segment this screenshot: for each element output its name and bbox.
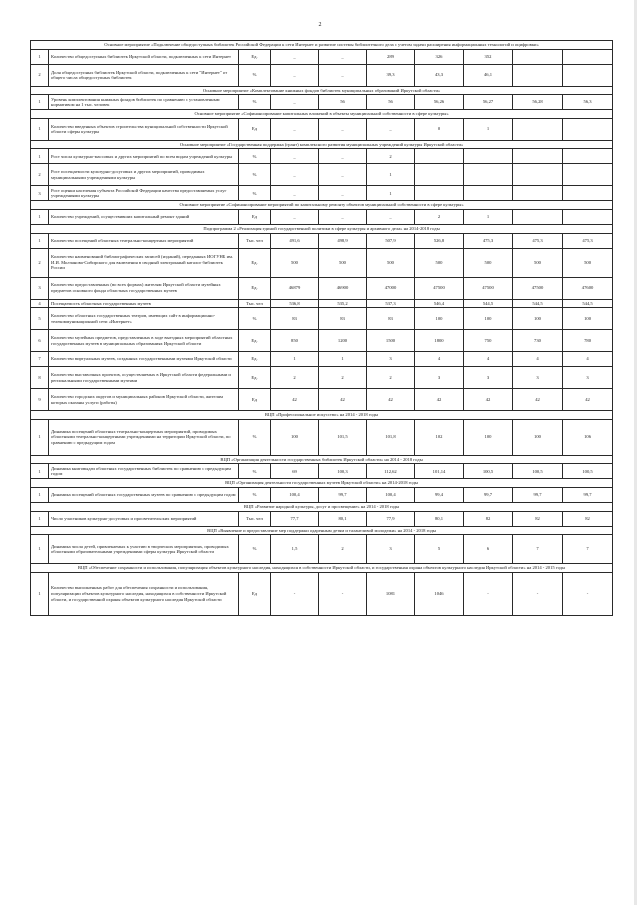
- value-cell: 100: [271, 419, 319, 455]
- row-number: 1: [31, 49, 49, 64]
- unit-cell: Ед.: [239, 248, 271, 277]
- value-cell: _: [319, 209, 367, 224]
- value-cell: 100,3: [319, 464, 367, 479]
- value-cell: 500: [464, 248, 513, 277]
- table-row: [31, 464, 613, 479]
- value-cell: 100: [513, 419, 563, 455]
- indicator-name: Рост числа культурно-массовых и других мероприятий по всем видам учреждений культуры: [49, 149, 239, 164]
- value-cell: 750: [464, 330, 513, 352]
- value-cell: 3: [415, 367, 464, 389]
- value-cell: [513, 64, 563, 86]
- unit-cell: %: [239, 164, 271, 186]
- value-cell: 83: [367, 308, 415, 330]
- value-cell: [563, 49, 613, 64]
- value-cell: 1500: [367, 330, 415, 352]
- indicators-table-body: [31, 41, 613, 616]
- row-number: 1: [31, 572, 49, 615]
- value-cell: 100,5: [563, 464, 613, 479]
- section-header: [31, 201, 613, 210]
- unit-cell: %: [239, 186, 271, 201]
- value-cell: 101,5: [319, 419, 367, 455]
- value-cell: [513, 149, 563, 164]
- row-number: 2: [31, 248, 49, 277]
- value-cell: 46900: [319, 277, 367, 299]
- value-cell: _: [319, 186, 367, 201]
- section-header: [31, 411, 613, 420]
- section-title: ВЦП «Профессиональное искусство» на 2014 - 2018 годы: [31, 411, 613, 420]
- section-header: [31, 479, 613, 488]
- value-cell: 100: [563, 308, 613, 330]
- scan-edge: [634, 0, 637, 905]
- indicator-name: Посещаемость областных государственных музеев: [49, 299, 239, 308]
- row-number: 3: [31, 277, 49, 299]
- unit-cell: %: [239, 419, 271, 455]
- section-title: Основное мероприятие «Государственная поддержка (грант) комплексного развития муниципальных учреждений культуры Иркутской области»: [31, 140, 613, 149]
- value-cell: 475,3: [563, 233, 613, 248]
- section-header: [31, 140, 613, 149]
- indicator-name: Динамика посещений областных театрально-концертных мероприятий, проводимых областными театрально-концертными учреждениями на территории Иркутской области, по сравнению с предыдущим годом: [49, 419, 239, 455]
- value-cell: 42: [563, 389, 613, 411]
- value-cell: 500: [271, 248, 319, 277]
- value-cell: 500: [319, 248, 367, 277]
- table-row: [31, 352, 613, 367]
- unit-cell: Тыс. чел: [239, 299, 271, 308]
- value-cell: 56: [367, 95, 415, 110]
- indicator-name: Количество областных государственных театров, имеющих сайт в информационно-телекоммуникационной сети «Интернет»: [49, 308, 239, 330]
- value-cell: 2: [367, 367, 415, 389]
- value-cell: [513, 186, 563, 201]
- value-cell: 1046: [415, 572, 464, 615]
- value-cell: 2: [271, 367, 319, 389]
- unit-cell: %: [239, 64, 271, 86]
- value-cell: 46,1: [464, 64, 513, 86]
- value-cell: _: [271, 209, 319, 224]
- value-cell: [513, 209, 563, 224]
- indicator-name: Число участников культурно-досуговых и просветительских мероприятий: [49, 511, 239, 526]
- value-cell: 500: [563, 248, 613, 277]
- value-cell: [415, 186, 464, 201]
- value-cell: 102: [415, 419, 464, 455]
- value-cell: _: [271, 186, 319, 201]
- table-row: [31, 572, 613, 615]
- value-cell: 7: [563, 535, 613, 564]
- value-cell: 1: [367, 164, 415, 186]
- value-cell: [563, 209, 613, 224]
- indicator-name: Количество выполненных работ для обеспечения сохранности и использования, популяризации объектов культурного наследия, находящихся в собственности Иркутской области, и государственной охраны объектов культурного наследия Иркутской области: [49, 572, 239, 615]
- value-cell: 46879: [271, 277, 319, 299]
- value-cell: 4: [513, 352, 563, 367]
- value-cell: 537,3: [367, 299, 415, 308]
- value-cell: 507,9: [367, 233, 415, 248]
- unit-cell: Тыс. чел: [239, 233, 271, 248]
- value-cell: 544,5: [464, 299, 513, 308]
- unit-cell: Ед.: [239, 330, 271, 352]
- value-cell: 500: [415, 248, 464, 277]
- value-cell: 536,8: [271, 299, 319, 308]
- value-cell: 730: [513, 330, 563, 352]
- section-title: Подпрограмма 2 «Реализация единой государственной политики в сфере культуры и архивного дела» на 2014-2018 годы: [31, 224, 613, 233]
- value-cell: _: [319, 49, 367, 64]
- value-cell: 526,8: [415, 233, 464, 248]
- value-cell: 99,7: [464, 487, 513, 502]
- value-cell: 1: [319, 352, 367, 367]
- value-cell: 4: [563, 352, 613, 367]
- section-title: ВЦП «Организация деятельности государственных библиотек Иркутской области» на 2014 - 2018 годы: [31, 455, 613, 464]
- value-cell: _: [271, 64, 319, 86]
- table-row: [31, 277, 613, 299]
- table-row: [31, 511, 613, 526]
- section-header: [31, 502, 613, 511]
- indicator-name: Количество введенных объектов строительства муниципальной собственности Иркутской области сферы культуры: [49, 118, 239, 140]
- value-cell: 47500: [415, 277, 464, 299]
- value-cell: 780: [563, 330, 613, 352]
- value-cell: 3: [367, 535, 415, 564]
- value-cell: [415, 164, 464, 186]
- value-cell: [563, 164, 613, 186]
- value-cell: -: [271, 572, 319, 615]
- unit-cell: Ед: [239, 572, 271, 615]
- section-header: [31, 526, 613, 535]
- value-cell: 500: [367, 248, 415, 277]
- section-title: ВЦП «Развитие народной культуры, досуг и просвещение» на 2014 - 2018 годы: [31, 502, 613, 511]
- section-header: [31, 41, 613, 50]
- value-cell: 1,5: [271, 535, 319, 564]
- unit-cell: Ед: [239, 118, 271, 140]
- unit-cell: %: [239, 149, 271, 164]
- value-cell: _: [271, 118, 319, 140]
- value-cell: 47000: [367, 277, 415, 299]
- value-cell: 475,3: [464, 233, 513, 248]
- value-cell: 47600: [563, 277, 613, 299]
- value-cell: 5: [415, 535, 464, 564]
- value-cell: 1200: [319, 330, 367, 352]
- row-number: 3: [31, 186, 49, 201]
- value-cell: _: [271, 49, 319, 64]
- value-cell: 0: [415, 118, 464, 140]
- value-cell: 535,2: [319, 299, 367, 308]
- value-cell: 544,5: [513, 299, 563, 308]
- table-row: [31, 186, 613, 201]
- value-cell: -: [464, 572, 513, 615]
- value-cell: 83: [319, 308, 367, 330]
- value-cell: 1800: [415, 330, 464, 352]
- table-row: [31, 419, 613, 455]
- value-cell: 4: [464, 352, 513, 367]
- value-cell: _: [367, 118, 415, 140]
- value-cell: 39,3: [367, 64, 415, 86]
- row-number: 1: [31, 118, 49, 140]
- indicator-name: Количество наименований библиографических записей (изданий), переданных ИОГУНБ им. И.И. Молчанова-Сибирского для включения в сводный электронный каталог библиотек России: [49, 248, 239, 277]
- value-cell: 1: [464, 209, 513, 224]
- table-row: [31, 164, 613, 186]
- indicator-name: Количество общедоступных библиотек Иркутской области, подключенных к сети Интернет: [49, 49, 239, 64]
- value-cell: 1: [271, 352, 319, 367]
- indicators-table-wrapper: [30, 40, 612, 616]
- row-number: 2: [31, 164, 49, 186]
- indicators-table: [30, 40, 613, 616]
- value-cell: [513, 49, 563, 64]
- row-number: 9: [31, 389, 49, 411]
- value-cell: 2: [319, 535, 367, 564]
- value-cell: 1081: [367, 572, 415, 615]
- table-row: [31, 248, 613, 277]
- value-cell: [513, 118, 563, 140]
- unit-cell: Тыс. чел: [239, 511, 271, 526]
- indicator-name: Рост оценки населения субъекта Российской Федерации качества предоставляемых услуг учреждениями культуры: [49, 186, 239, 201]
- indicator-name: Динамика книговыдач областных государственных библиотек по сравнению с предыдущим годом: [49, 464, 239, 479]
- value-cell: 100: [415, 308, 464, 330]
- value-cell: 99,7: [319, 487, 367, 502]
- row-number: 1: [31, 464, 49, 479]
- value-cell: [415, 149, 464, 164]
- value-cell: 3: [367, 352, 415, 367]
- row-number: 2: [31, 64, 49, 86]
- value-cell: 42: [319, 389, 367, 411]
- unit-cell: %: [239, 487, 271, 502]
- section-title: ВЦП «Выявление и предоставление мер поддержки одаренным детям и талантливой молодежи» на 2014 - 2018 годы: [31, 526, 613, 535]
- unit-cell: Ед.: [239, 367, 271, 389]
- section-header: [31, 110, 613, 119]
- table-row: [31, 330, 613, 352]
- value-cell: 82: [513, 511, 563, 526]
- table-row: [31, 118, 613, 140]
- value-cell: 2: [367, 149, 415, 164]
- value-cell: 42: [464, 389, 513, 411]
- value-cell: 101,8: [367, 419, 415, 455]
- indicator-name: Динамика посещений областных государственных музеев по сравнению с предыдущим годом: [49, 487, 239, 502]
- indicator-name: Количество предоставленных (во всех формах) жителям Иркутской области музейных предметов основного фонда областных государственных музеев: [49, 277, 239, 299]
- unit-cell: Ед.: [239, 352, 271, 367]
- value-cell: 42: [367, 389, 415, 411]
- table-row: [31, 95, 613, 110]
- indicator-name: Количество посещений областных театрально-концертных мероприятий: [49, 233, 239, 248]
- row-number: 1: [31, 95, 49, 110]
- value-cell: _: [319, 64, 367, 86]
- indicator-name: Динамика числа детей, привлекаемых к участию в творческих мероприятиях, проводимых областными образовательными учреждениями сферы культуры Иркутской области: [49, 535, 239, 564]
- value-cell: 99,7: [513, 487, 563, 502]
- value-cell: 77,9: [367, 511, 415, 526]
- indicator-name: Количество выставочных проектов, осуществляемых в Иркутской области федеральными и региональными государственными музеями: [49, 367, 239, 389]
- indicator-name: Количество учреждений, осуществивших капитальный ремонт зданий: [49, 209, 239, 224]
- value-cell: _: [319, 149, 367, 164]
- value-cell: 99,7: [563, 487, 613, 502]
- table-row: [31, 535, 613, 564]
- unit-cell: %: [239, 95, 271, 110]
- value-cell: 83: [271, 308, 319, 330]
- table-row: [31, 64, 613, 86]
- value-cell: 352: [464, 49, 513, 64]
- unit-cell: Ед: [239, 209, 271, 224]
- value-cell: -: [513, 572, 563, 615]
- section-title: ВЦП «Обеспечение сохранности и использования, популяризация объектов культурного наследия, находящихся в собственности Иркутской области, и государственная охрана объектов культурного наследия Иркутской области» на 2014 - 2015 годы: [31, 564, 613, 573]
- row-number: 1: [31, 419, 49, 455]
- value-cell: 100,4: [271, 487, 319, 502]
- value-cell: 100: [464, 308, 513, 330]
- section-title: Основное мероприятие «Софинансирование капитальных вложений в объекты муниципальной собственности в сфере культуры»: [31, 110, 613, 119]
- row-number: 1: [31, 535, 49, 564]
- table-row: [31, 367, 613, 389]
- value-cell: [513, 164, 563, 186]
- row-number: 1: [31, 149, 49, 164]
- value-cell: 112,62: [367, 464, 415, 479]
- value-cell: [563, 118, 613, 140]
- row-number: 5: [31, 308, 49, 330]
- row-number: 4: [31, 299, 49, 308]
- row-number: 1: [31, 511, 49, 526]
- value-cell: 106: [563, 419, 613, 455]
- value-cell: 69: [271, 464, 319, 479]
- row-number: 1: [31, 487, 49, 502]
- value-cell: 289: [367, 49, 415, 64]
- table-row: [31, 209, 613, 224]
- value-cell: 475,3: [513, 233, 563, 248]
- value-cell: [563, 149, 613, 164]
- value-cell: 100: [464, 419, 513, 455]
- unit-cell: Ед.: [239, 277, 271, 299]
- section-title: ВЦП «Организация деятельности государственных музеев Иркутской области» на 2014-2018 годы: [31, 479, 613, 488]
- section-header: [31, 224, 613, 233]
- section-title: Основное мероприятие «Комплектование книжных фондов библиотек муниципальных образований Иркутской области»: [31, 86, 613, 95]
- table-row: [31, 49, 613, 64]
- value-cell: -: [563, 572, 613, 615]
- page-number: 2: [318, 22, 322, 28]
- value-cell: 56,27: [464, 95, 513, 110]
- value-cell: [563, 64, 613, 86]
- value-cell: 42: [415, 389, 464, 411]
- row-number: 1: [31, 233, 49, 248]
- table-row: [31, 487, 613, 502]
- section-header: [31, 86, 613, 95]
- value-cell: _: [271, 149, 319, 164]
- unit-cell: Ед.: [239, 49, 271, 64]
- value-cell: 43,3: [415, 64, 464, 86]
- value-cell: 56,28: [513, 95, 563, 110]
- value-cell: _: [367, 209, 415, 224]
- table-row: [31, 299, 613, 308]
- indicator-name: Количество виртуальных музеев, созданных государственными музеями Иркутской области: [49, 352, 239, 367]
- indicator-name: Доля общедоступных библиотек Иркутской области, подключенных к сети "Интернет" от общего числа общедоступных библиотек: [49, 64, 239, 86]
- value-cell: [464, 186, 513, 201]
- indicator-name: Количество музейных предметов, представленных в ходе выездных мероприятий областных государственных музеев в муниципальных образованиях Иркутской области: [49, 330, 239, 352]
- value-cell: 80,1: [319, 511, 367, 526]
- value-cell: 82: [464, 511, 513, 526]
- unit-cell: %: [239, 535, 271, 564]
- value-cell: [464, 164, 513, 186]
- value-cell: 1: [367, 186, 415, 201]
- value-cell: 56,26: [415, 95, 464, 110]
- value-cell: -: [319, 572, 367, 615]
- value-cell: _: [319, 164, 367, 186]
- value-cell: 6: [464, 535, 513, 564]
- value-cell: [563, 186, 613, 201]
- value-cell: [464, 149, 513, 164]
- value-cell: 47500: [513, 277, 563, 299]
- value-cell: 100: [513, 308, 563, 330]
- table-row: [31, 308, 613, 330]
- table-row: [31, 149, 613, 164]
- value-cell: 77,7: [271, 511, 319, 526]
- unit-cell: %: [239, 308, 271, 330]
- row-number: 7: [31, 352, 49, 367]
- value-cell: 850: [271, 330, 319, 352]
- value-cell: _: [271, 95, 319, 110]
- value-cell: 56,3: [563, 95, 613, 110]
- value-cell: 3: [464, 367, 513, 389]
- value-cell: 42: [271, 389, 319, 411]
- value-cell: 4: [415, 352, 464, 367]
- value-cell: 99,4: [415, 487, 464, 502]
- section-title: Основное мероприятие «Подключение общедоступных библиотек Российской Федерации к сети Интернет и развитие системы библиотечного дела с учетом задачи расширения информационных технологий и оцифровки»: [31, 41, 613, 50]
- section-header: [31, 455, 613, 464]
- value-cell: 546,4: [415, 299, 464, 308]
- value-cell: 544,5: [563, 299, 613, 308]
- value-cell: 100,4: [367, 487, 415, 502]
- value-cell: 100,5: [464, 464, 513, 479]
- value-cell: 47500: [464, 277, 513, 299]
- value-cell: 2: [319, 367, 367, 389]
- unit-cell: %: [239, 464, 271, 479]
- value-cell: 326: [415, 49, 464, 64]
- value-cell: 101,14: [415, 464, 464, 479]
- section-title: Основное мероприятие «Софинансирование мероприятий по капитальному ремонту объектов муниципальной собственности в сфере культуры»: [31, 201, 613, 210]
- indicator-name: Количество городских округов и муниципальных районов Иркутской области, жителям которых оказаны услуги (работы): [49, 389, 239, 411]
- value-cell: 56: [319, 95, 367, 110]
- value-cell: 1: [464, 118, 513, 140]
- value-cell: 500: [513, 248, 563, 277]
- value-cell: 42: [513, 389, 563, 411]
- value-cell: 7: [513, 535, 563, 564]
- value-cell: 3: [513, 367, 563, 389]
- row-number: 6: [31, 330, 49, 352]
- indicator-name: Рост посещаемости культурно-досуговых и других мероприятий, проводимых муниципальными учреждениями культуры: [49, 164, 239, 186]
- value-cell: 498,9: [319, 233, 367, 248]
- table-row: [31, 389, 613, 411]
- value-cell: 2: [415, 209, 464, 224]
- value-cell: 3: [563, 367, 613, 389]
- value-cell: _: [271, 164, 319, 186]
- unit-cell: Ед: [239, 389, 271, 411]
- value-cell: 82: [563, 511, 613, 526]
- row-number: 8: [31, 367, 49, 389]
- value-cell: _: [319, 118, 367, 140]
- indicator-name: Уровень комплектования книжных фондов библиотек по сравнению с установленным нормативом на 1 тыс. человек: [49, 95, 239, 110]
- value-cell: 80,1: [415, 511, 464, 526]
- table-row: [31, 233, 613, 248]
- value-cell: 100,5: [513, 464, 563, 479]
- section-header: [31, 564, 613, 573]
- value-cell: 491,6: [271, 233, 319, 248]
- row-number: 1: [31, 209, 49, 224]
